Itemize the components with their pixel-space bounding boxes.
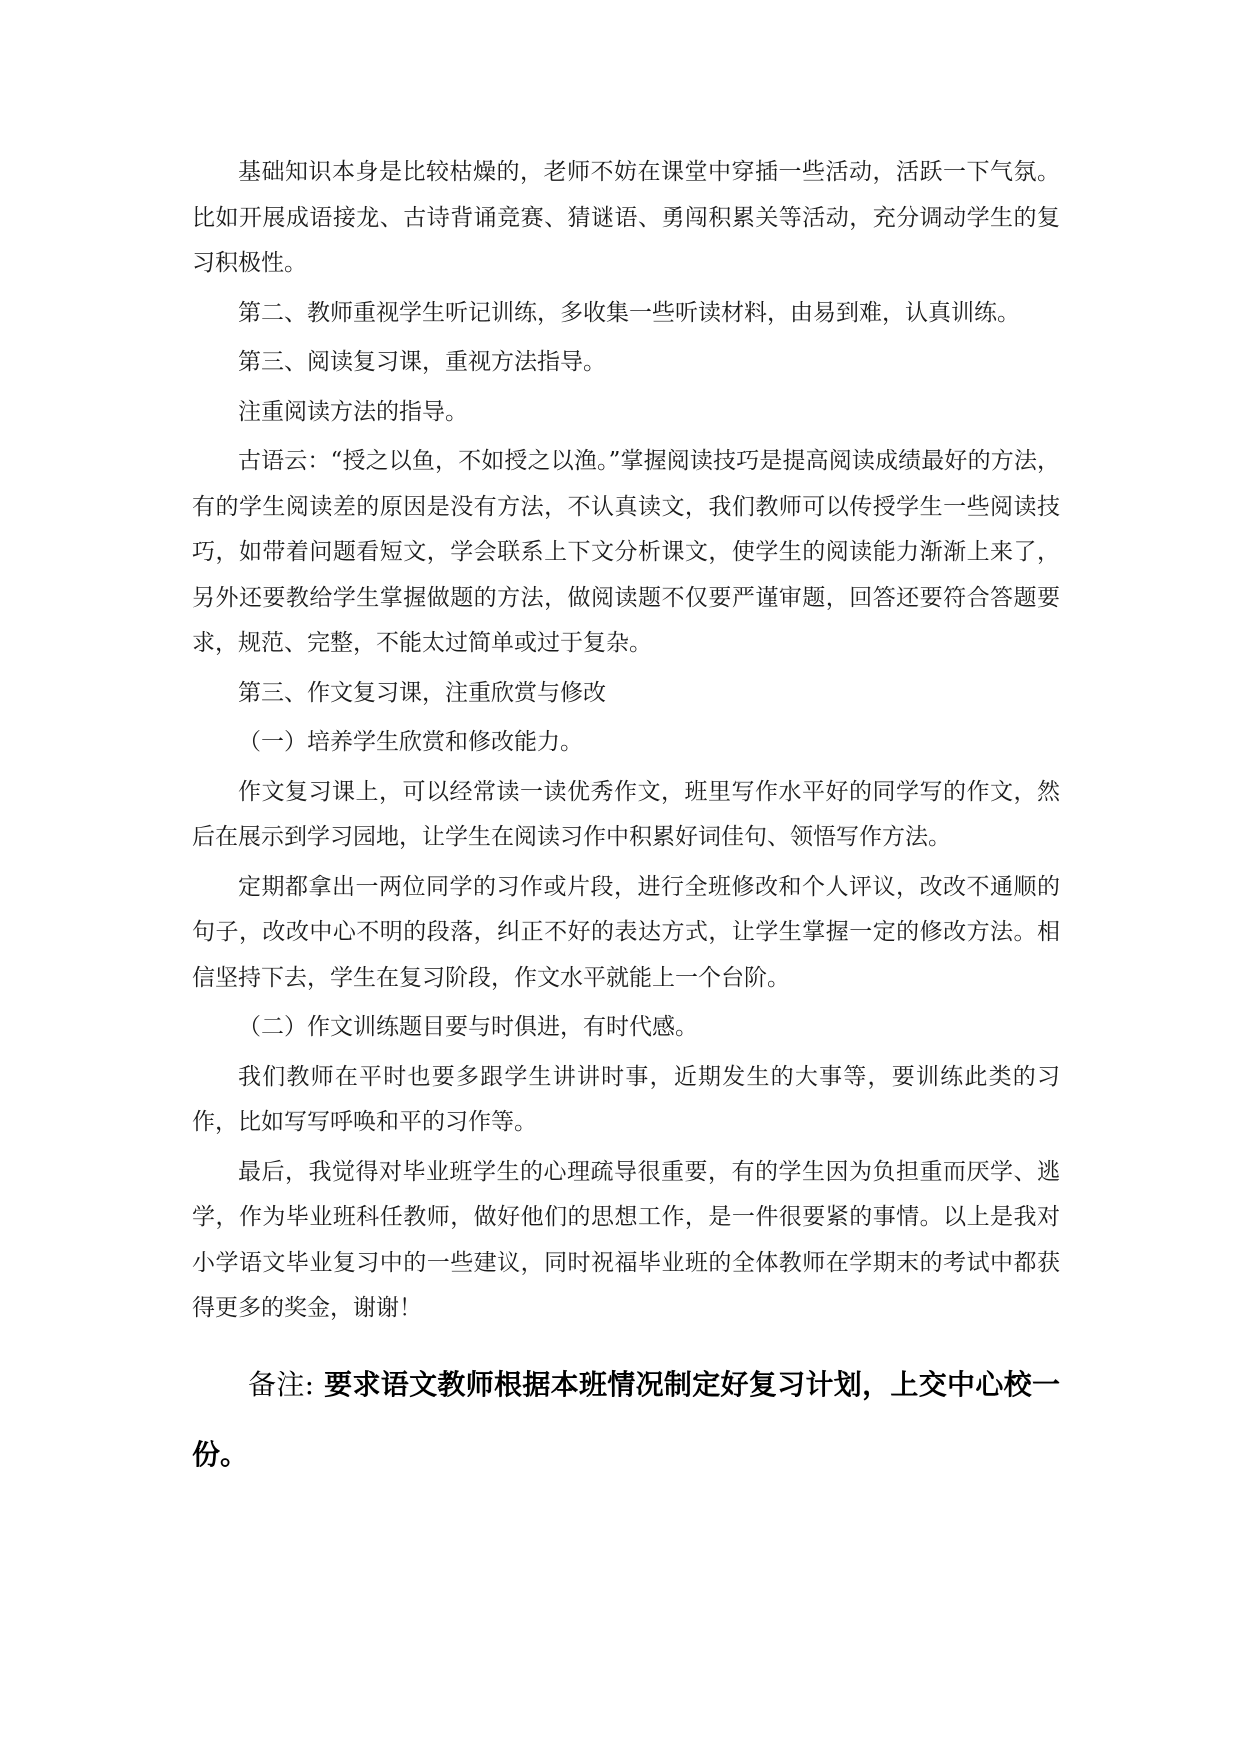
paragraph-reading-method: 注重阅读方法的指导。 bbox=[238, 398, 468, 425]
note-paragraph bbox=[192, 1350, 1060, 1490]
note-text: 要求语文教师根据本班情况制定好复习计划，上交中心校一份。 bbox=[192, 1367, 1060, 1471]
paragraph-appreciation-ability: （一）培养学生欣赏和修改能力。 bbox=[238, 729, 583, 755]
paragraph-timely-topics: （二）作文训练题目要与时俱进，有时代感。 bbox=[238, 1014, 698, 1040]
paragraph-current-events: 我们教师在平时也要多跟学生讲讲时事，近期发生的大事等，要训练此类的习作，比如写写呼唤和平的习作等。 bbox=[192, 1063, 1060, 1135]
note-label: 备注: bbox=[248, 1367, 315, 1401]
document-body bbox=[192, 150, 1060, 1490]
paragraph-conclusion: 最后，我觉得对毕业班学生的心理疏导很重要，有的学生因为负担重而厌学、逃学，作为毕业班科任教师，做好他们的思想工作，是一件很要紧的事情。以上是我对小学语文毕业复习中的一些建议，同时祝福毕业班的全体教师在学期末的考试中都获得更多的奖金，谢谢！ bbox=[192, 1158, 1060, 1321]
paragraph-excellent-compositions: 作文复习课上，可以经常读一读优秀作文，班里写作水平好的同学写的作文，然后在展示到学习园地，让学生在阅读习作中积累好词佳句、领悟写作方法。 bbox=[192, 778, 1060, 850]
paragraph-ancient-saying: 古语云：“授之以鱼，不如授之以渔。”掌握阅读技巧是提高阅读成绩最好的方法，有的学生阅读差的原因是没有方法，不认真读文，我们教师可以传授学生一些阅读技巧，如带着问题看短文，学会联系上下文分析课文，使学生的阅读能力渐渐上来了，另外还要教给学生掌握做题的方法，做阅读题不仅要严谨审题，回答还要符合答题要求，规范、完整，不能太过简单或过于复杂。 bbox=[192, 448, 1060, 656]
paragraph-reading-review-heading: 第三、阅读复习课，重视方法指导。 bbox=[238, 349, 606, 375]
paragraph-composition-review-heading: 第三、作文复习课，注重欣赏与修改 bbox=[238, 679, 606, 706]
paragraph-regular-revision: 定期都拿出一两位同学的习作或片段，进行全班修改和个人评议，改改不通顺的句子，改改中心不明的段落，纠正不好的表达方式，让学生掌握一定的修改方法。相信坚持下去，学生在复习阶段，作文水平就能上一个台阶。 bbox=[192, 873, 1060, 991]
paragraph-basic-knowledge: 基础知识本身是比较枯燥的，老师不妨在课堂中穿插一些活动，活跃一下气氛。比如开展成语接龙、古诗背诵竞赛、猜谜语、勇闯积累关等活动，充分调动学生的复习积极性。 bbox=[192, 159, 1060, 276]
paragraph-listening-training: 第二、教师重视学生听记训练，多收集一些听读材料，由易到难，认真训练。 bbox=[238, 299, 1020, 326]
